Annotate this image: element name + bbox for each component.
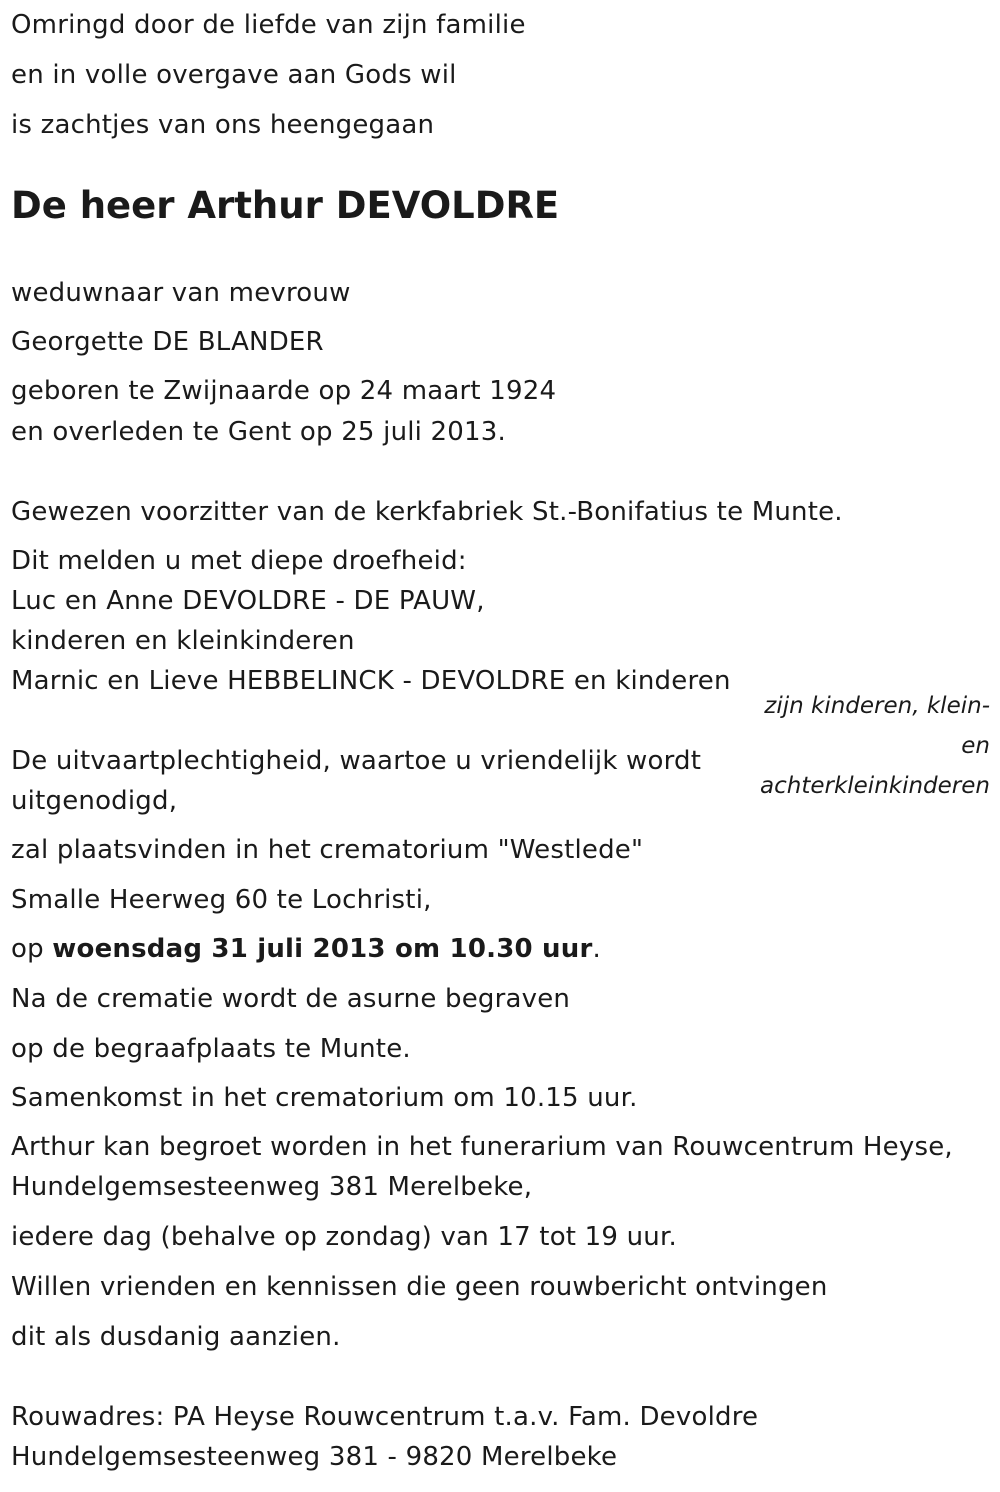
visitation-line-1: Arthur kan begroet worden in het funerarium van Rouwcentrum Heyse,: [11, 1132, 953, 1162]
visitation-line-3: iedere dag (behalve op zondag) van 17 tot 19 uur.: [11, 1222, 677, 1252]
visitation-line-5: dit als dusdanig aanzien.: [11, 1322, 341, 1352]
role-line: Gewezen voorzitter van de kerkfabriek St.-Bonifatius te Munte.: [11, 497, 843, 527]
address-line-2: Hundelgemsesteenweg 381 - 9820 Merelbeke: [11, 1442, 618, 1472]
announcer-line-2: kinderen en kleinkinderen: [11, 626, 355, 656]
widower-line: weduwnaar van mevrouw: [11, 278, 351, 308]
visitation-line-4: Willen vrienden en kennissen die geen rouwbericht ontvingen: [11, 1272, 828, 1302]
ceremony-line-2: uitgenodigd,: [11, 786, 178, 816]
ceremony-line-7: op de begraafplaats te Munte.: [11, 1034, 411, 1064]
side-note-line-1: zijn kinderen, klein-: [764, 693, 990, 719]
birth-line: geboren te Zwijnaarde op 24 maart 1924: [11, 376, 557, 406]
side-note-line-2: en: [961, 733, 990, 759]
side-note-line-3: achterkleinkinderen: [760, 773, 990, 799]
ceremony-line-8: Samenkomst in het crematorium om 10.15 uur.: [11, 1083, 638, 1113]
intro-line-1: Omringd door de liefde van zijn familie: [11, 10, 526, 40]
death-line: en overleden te Gent op 25 juli 2013.: [11, 417, 506, 447]
ceremony-line-6: Na de crematie wordt de asurne begraven: [11, 984, 571, 1014]
ceremony-line-4: Smalle Heerweg 60 te Lochristi,: [11, 885, 432, 915]
ceremony-date-line: [11, 933, 601, 965]
announcer-line-1: Luc en Anne DEVOLDRE - DE PAUW,: [11, 586, 485, 616]
spouse-name: Georgette DE BLANDER: [11, 327, 324, 357]
intro-line-2: en in volle overgave aan Gods wil: [11, 60, 457, 90]
announcers-intro: Dit melden u met diepe droefheid:: [11, 546, 467, 576]
deceased-name-heading: De heer Arthur DEVOLDRE: [11, 184, 560, 227]
address-line-1: Rouwadres: PA Heyse Rouwcentrum t.a.v. Fam. Devoldre: [11, 1402, 759, 1432]
intro-line-3: is zachtjes van ons heengegaan: [11, 110, 435, 140]
visitation-line-2: Hundelgemsesteenweg 381 Merelbeke,: [11, 1172, 533, 1202]
announcer-line-3: Marnic en Lieve HEBBELINCK - DEVOLDRE en kinderen: [11, 666, 731, 696]
date-suffix: .: [592, 934, 601, 964]
ceremony-date: woensdag 31 juli 2013 om 10.30 uur: [52, 934, 593, 964]
ceremony-line-3: zal plaatsvinden in het crematorium "Westlede": [11, 835, 644, 865]
date-prefix: op: [11, 934, 53, 964]
ceremony-line-1: De uitvaartplechtigheid, waartoe u vriendelijk wordt: [11, 746, 702, 776]
